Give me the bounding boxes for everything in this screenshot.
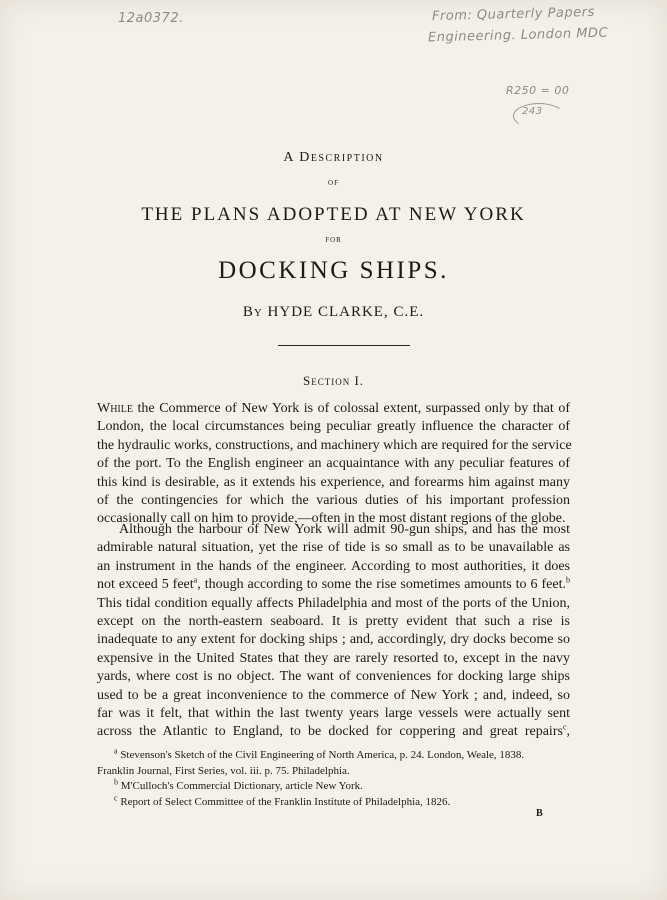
paragraph-1-line: London, the local circumstances being peculiar greatly influence the character of [97,419,570,435]
paragraph-2 [97,521,570,742]
footnote-a-continued: Franklin Journal, First Series, vol. iii. p. 75. Philadelphia. [97,764,350,777]
paragraph-1-line: occasionally call on him to provide,—often in the most distant regions of the globe. [97,511,566,527]
paragraph-2-line: except on the north-eastern seaboard. It is pretty evident that such a rise is [97,614,570,630]
footnote-a: $^a$ Stevenson's Sketch of the Civil Engineering of North America, p. 24. London, Weale, 1838. [114,746,525,761]
footnote-c: $^c$ Report of Select Committee of the Franklin Institute of Philadelphia, 1826. [114,792,451,808]
title-plans: THE PLANS ADOPTED AT NEW YORK [141,204,526,225]
paragraph-2-line: far was it felt, that within the last twenty years large vessels were actually sent [97,706,570,722]
footnote-b: $^b$ M'Culloch's Commercial Dictionary, article New York. [114,777,363,792]
title-description: A Description [283,150,384,165]
title-rule [278,345,410,346]
signature-mark: B [536,808,543,819]
footnote-ref-b: b [565,575,570,585]
number-annotation: 243 [522,106,543,117]
title-of: OF [328,179,339,187]
title-for: FOR [325,236,342,244]
paragraph-2-line: across the Atlantic to England, to be docked for coppering and great repairs$^c$, [97,722,570,740]
byline: By HYDE CLARKE, C.E. [242,304,425,320]
paragraph-1-line: the hydraulic works, constructions, and machinery which are required for the service [97,437,572,453]
paragraph-2-line: an instrument in the hands of the engineer. According to most authorities, it does [97,558,570,574]
footnotes [97,748,575,810]
paragraph-2-line: admirable natural situation, yet the rise of tide is so small as to be unavailable as [97,540,570,556]
paragraph-2-line: Although the harbour of New York will admit 90-gun ships, and has the most [119,522,570,537]
paragraph-2-line: This tidal condition equally affects Philadelphia and most of the ports of the Union, [97,595,570,611]
paragraph-1 [97,400,570,529]
paragraph-1-line: of the port. To the English engineer an acquaintance with any peculiar features of [97,456,570,472]
paragraph-2-line: expensive in the United States that they are rarely resorted to, except in the navy [97,650,570,666]
opening-word: While [97,401,133,416]
source-annotation-line2: Engineering. London MDC [427,25,609,46]
paragraph-1-line: this kind is desirable, as it extends his experience, and forearms him against many [97,474,570,490]
title-docking-ships: DOCKING SHIPS. [218,257,449,284]
section-heading: Section I. [302,373,365,388]
source-annotation-line1: From: Quarterly Papers [431,4,595,25]
paragraph-2-line: yards, where cost is no object. The want of conveniences for docking large ships [97,669,570,685]
paragraph-1-line: of the contingencies for which the various duties of his important profession [97,493,570,509]
paragraph-2-line: inadequate to any extent for docking ships ; and, accordingly, dry docks become so [97,632,570,648]
paragraph-1-line: While the Commerce of New York is of colossal extent, surpassed only by that of [97,401,570,416]
footnote-ref-c: c [562,722,567,732]
paragraph-2-line: used to be a great inconvenience to the commerce of New York ; and, indeed, so [97,687,570,703]
footnote-ref-a: a [193,575,198,585]
price-annotation: R250 = 00 [506,84,570,97]
catalog-id-annotation: 12a0372. [118,11,184,26]
paragraph-2-line: not exceed 5 feet$^a$, though according to some the rise sometimes amounts to 6 feet.$^b$ [97,575,570,593]
